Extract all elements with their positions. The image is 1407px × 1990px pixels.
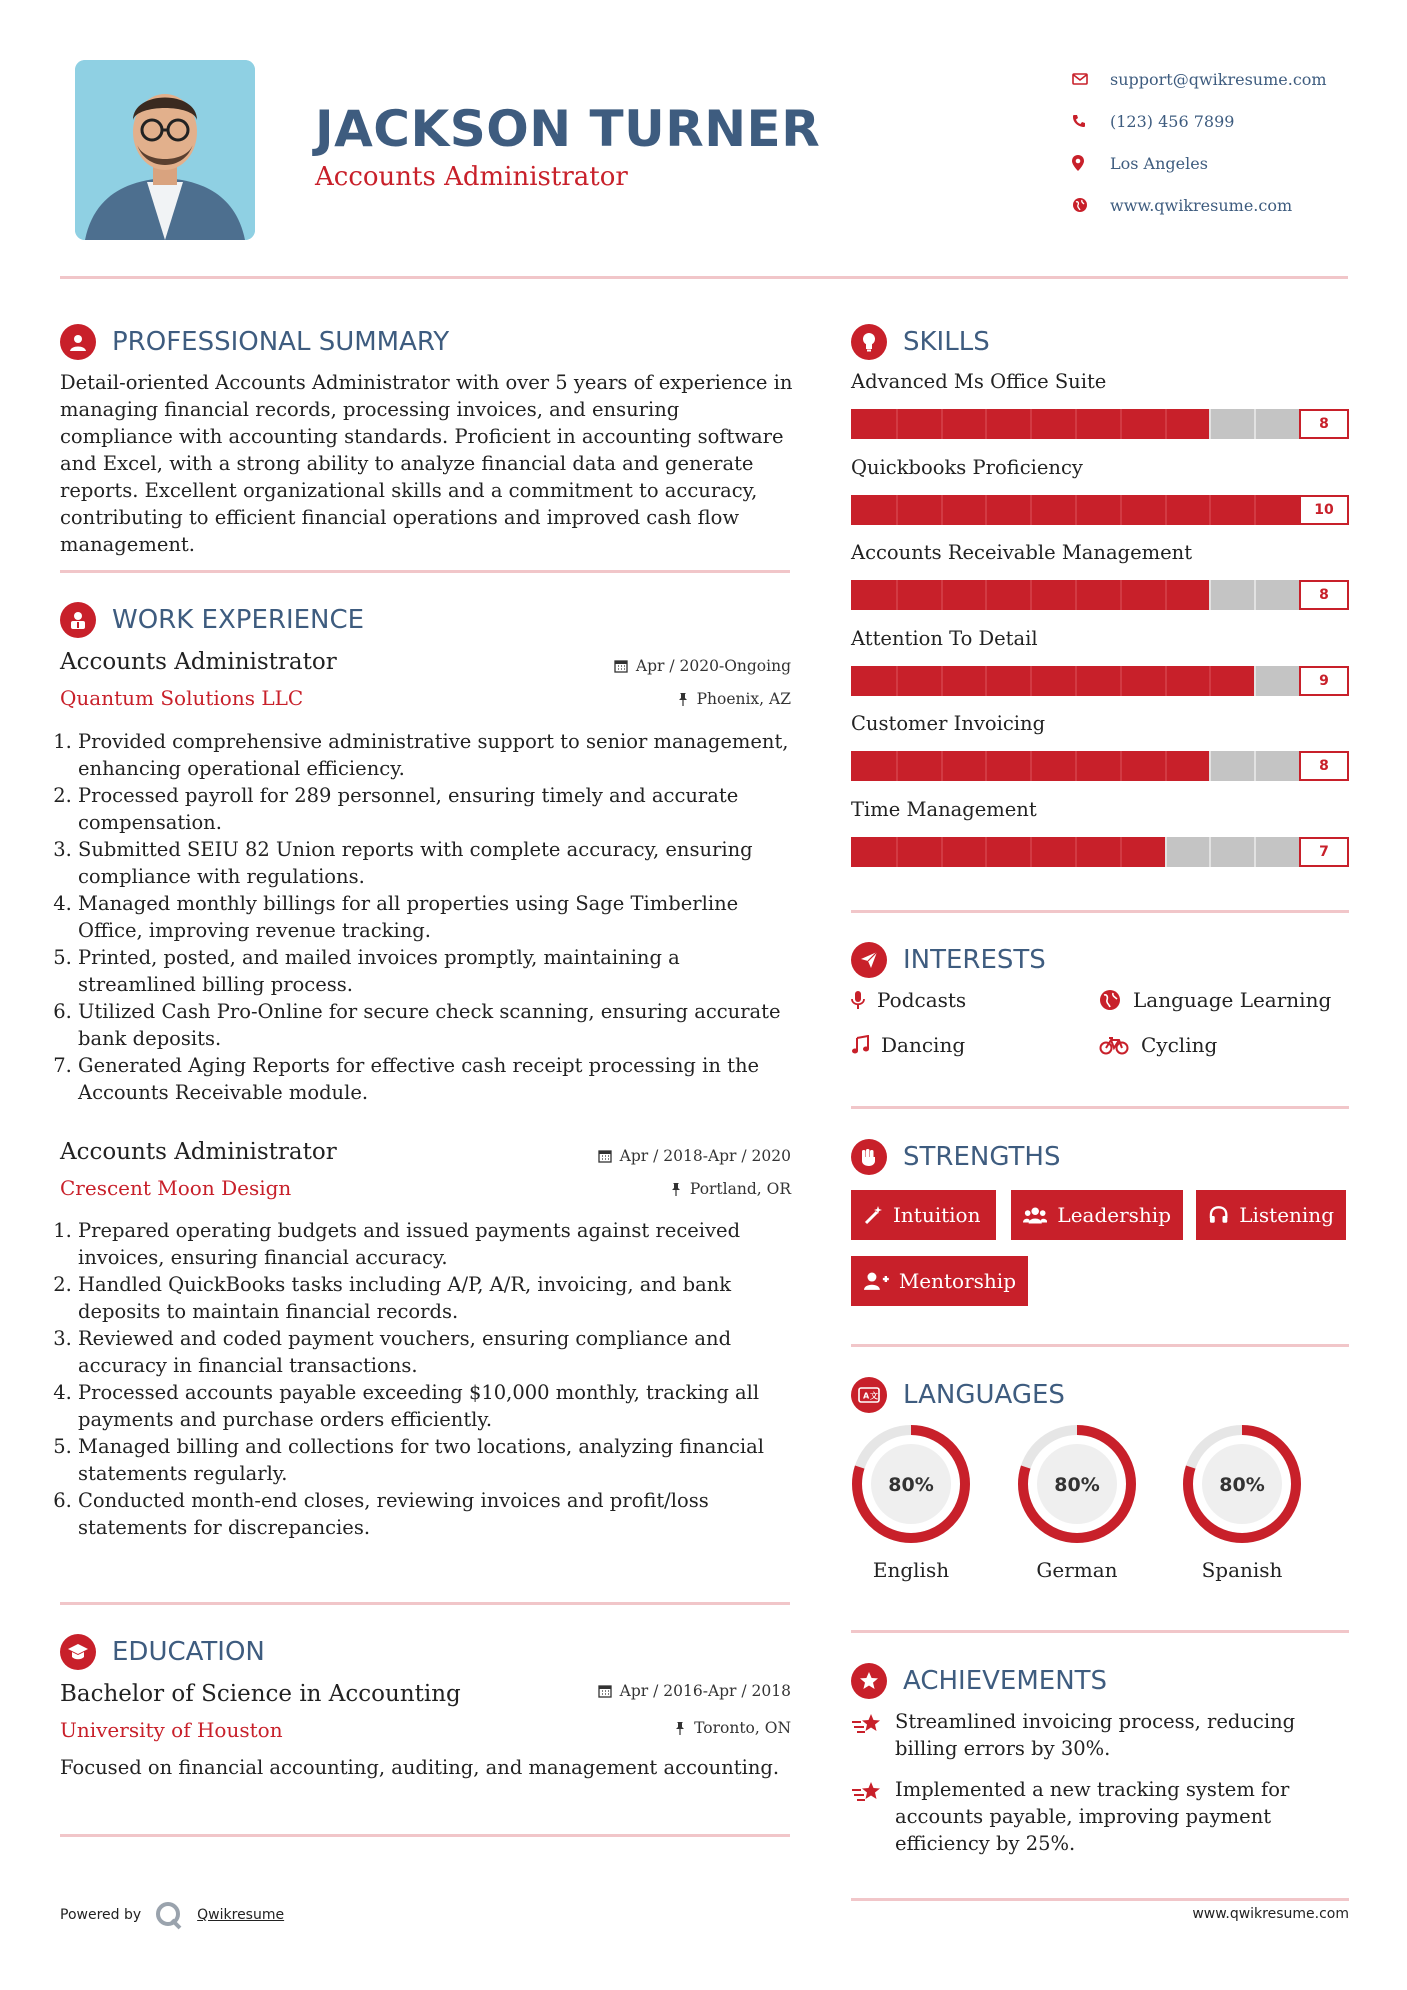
experience-heading	[60, 602, 364, 638]
list-item: 1. Prepared operating budgets and issued payments against received invoices, ensuring financial accuracy.	[78, 1217, 795, 1271]
interests-title: INTERESTS	[903, 945, 1046, 975]
skill-name: Time Management	[851, 797, 1037, 821]
skill-bar-segment	[896, 666, 898, 696]
list-item: 7. Generated Aging Reports for effective cash receipt processing in the Accounts Receivable module.	[78, 1052, 795, 1106]
list-item: 6. Utilized Cash Pro-Online for secure check scanning, ensuring accurate bank deposits.	[78, 998, 795, 1052]
paper-plane-icon	[851, 942, 887, 978]
list-item: 1. Provided comprehensive administrative support to senior management, enhancing operational efficiency.	[78, 728, 795, 782]
language-percent: 80%	[888, 1474, 934, 1496]
education-location	[674, 1719, 791, 1737]
skill-level: 9	[1299, 666, 1349, 696]
skill-bar-segment	[1209, 580, 1211, 610]
skill-bar-segment	[1030, 495, 1032, 525]
skill-bar-segment	[1075, 751, 1077, 781]
header-divider	[60, 276, 1348, 279]
footer-website[interactable]: www.qwikresume.com	[1192, 1906, 1349, 1922]
skill-bar-segment	[1120, 666, 1122, 696]
skill-bar-segment	[1075, 666, 1077, 696]
achievement-item	[851, 1776, 1321, 1857]
skill-bar-segment	[1165, 409, 1167, 439]
skill-bar-segment	[1075, 837, 1077, 867]
strengths-title: STRENGTHS	[903, 1142, 1061, 1172]
job-title: Accounts Administrator	[60, 1139, 337, 1165]
skill-bar	[851, 751, 1349, 781]
contact-website[interactable]	[1072, 184, 1372, 226]
list-item: 2. Processed payroll for 289 personnel, ensuring timely and accurate compensation.	[78, 782, 795, 836]
job-dates	[614, 657, 791, 675]
experience-divider	[60, 1602, 790, 1605]
fist-icon	[851, 1139, 887, 1175]
interest-language-learning	[1099, 988, 1331, 1012]
user-icon	[60, 324, 96, 360]
skill-bar	[851, 580, 1349, 610]
job-dates	[598, 1147, 791, 1165]
headphones-icon	[1208, 1205, 1229, 1225]
education-description: Focused on financial accounting, auditing, and management accounting.	[60, 1756, 780, 1779]
strength-label: Mentorship	[898, 1269, 1016, 1293]
pushpin-icon	[674, 1721, 686, 1735]
summary-divider	[60, 570, 790, 573]
skill-bar-segment	[1030, 580, 1032, 610]
skill-bar-segment	[1254, 666, 1256, 696]
interest-label: Dancing	[881, 1033, 966, 1057]
skill-bar-segment	[1075, 495, 1077, 525]
skills-title: SKILLS	[903, 327, 990, 357]
skill-bar-segment	[941, 666, 943, 696]
skill-bar-segment	[1254, 751, 1256, 781]
interest-cycling	[1099, 1033, 1217, 1057]
job-location-text: Portland, OR	[689, 1180, 791, 1198]
skill-bar-segment	[1254, 409, 1256, 439]
calendar-icon	[614, 659, 628, 673]
list-item: 5. Printed, posted, and mailed invoices promptly, maintaining a streamlined billing process.	[78, 944, 795, 998]
contact-location	[1072, 142, 1372, 184]
skill-bar-segment	[1120, 580, 1122, 610]
user-plus-icon	[863, 1271, 889, 1291]
shooting-star-icon	[851, 1776, 895, 1857]
contact-email-text: support@qwikresume.com	[1110, 69, 1327, 89]
skill-bar	[851, 837, 1349, 867]
list-item: 3. Submitted SEIU 82 Union reports with complete accuracy, ensuring compliance with regulations.	[78, 836, 795, 890]
candidate-name: JACKSON TURNER	[315, 100, 821, 158]
skill-bar-segment	[896, 409, 898, 439]
skill-bar-segment	[1209, 495, 1211, 525]
skill-bar-segment	[941, 580, 943, 610]
job-title: Accounts Administrator	[60, 649, 337, 675]
skill-name: Accounts Receivable Management	[851, 541, 1193, 564]
users-icon	[1023, 1205, 1047, 1225]
globe-icon	[1072, 197, 1110, 213]
skill-bar-segment	[985, 409, 987, 439]
education-dates-text: Apr / 2016-Apr / 2018	[619, 1682, 791, 1700]
achievements-title: ACHIEVEMENTS	[903, 1666, 1108, 1696]
skill-bar-segment	[1120, 751, 1122, 781]
strengths-divider	[851, 1344, 1349, 1347]
powered-by	[60, 1900, 284, 1930]
skill-bar-segment	[1209, 409, 1211, 439]
skill-bar-segment	[1120, 495, 1122, 525]
skill-bar-segment	[985, 495, 987, 525]
job-dates-text: Apr / 2020-Ongoing	[635, 657, 791, 675]
skill-bar-segment	[1030, 751, 1032, 781]
skill-bar	[851, 409, 1349, 439]
job-location	[670, 1180, 791, 1198]
contact-email[interactable]	[1072, 58, 1372, 100]
language-percent: 80%	[1054, 1474, 1100, 1496]
graduation-cap-icon	[60, 1634, 96, 1670]
skill-bar-segment	[896, 580, 898, 610]
skill-name: Customer Invoicing	[851, 712, 1046, 735]
interest-dancing	[851, 1033, 965, 1057]
languages-title: LANGUAGES	[903, 1380, 1065, 1410]
powered-by-label: Powered by	[60, 1907, 142, 1923]
interests-heading	[851, 942, 1046, 978]
language-percent: 80%	[1219, 1474, 1265, 1496]
skills-heading	[851, 324, 990, 360]
skill-name: Quickbooks Proficiency	[851, 455, 1083, 479]
calendar-icon	[598, 1149, 612, 1163]
strength-label: Intuition	[893, 1203, 981, 1227]
education-divider	[60, 1834, 790, 1837]
skill-bar-segment	[1254, 580, 1256, 610]
strength-label: Leadership	[1057, 1203, 1171, 1227]
briefcase-icon	[60, 602, 96, 638]
list-item: 4. Processed accounts payable exceeding $10,000 monthly, tracking all payments and purchase orders efficiently.	[78, 1379, 795, 1433]
skill-bar-segment	[985, 666, 987, 696]
skill-bar-segment	[985, 580, 987, 610]
magic-wand-icon	[863, 1205, 883, 1225]
skill-bar-segment	[896, 495, 898, 525]
job-duties-list	[60, 728, 795, 1106]
contact-website-text: www.qwikresume.com	[1110, 195, 1293, 215]
list-item: 5. Managed billing and collections for two locations, analyzing financial statements regularly.	[78, 1433, 795, 1487]
skill-bar	[851, 666, 1349, 696]
skill-level: 8	[1299, 751, 1349, 781]
profile-photo	[75, 60, 255, 240]
bicycle-icon	[1099, 1035, 1129, 1055]
qwikresume-link[interactable]: Qwikresume	[197, 1907, 285, 1923]
summary-heading	[60, 324, 449, 360]
skill-bar	[851, 495, 1349, 525]
skill-level: 8	[1299, 580, 1349, 610]
strengths-heading	[851, 1139, 1061, 1175]
envelope-icon	[1072, 73, 1110, 85]
skill-bar-segment	[1254, 837, 1256, 867]
microphone-icon	[851, 990, 865, 1010]
degree-title: Bachelor of Science in Accounting	[60, 1681, 461, 1707]
skill-bar-segment	[1030, 409, 1032, 439]
skill-bar-fill	[851, 666, 1254, 696]
qwikresume-logo-icon	[153, 1900, 187, 1930]
contact-phone[interactable]	[1072, 100, 1372, 142]
skill-bar-segment	[896, 751, 898, 781]
language-ring	[849, 1422, 973, 1546]
job-duties-list	[60, 1217, 795, 1541]
strength-leadership	[1011, 1190, 1183, 1240]
list-item: 6. Conducted month-end closes, reviewing invoices and profit/loss statements for discrepancies.	[78, 1487, 795, 1541]
language-name: English	[872, 1558, 950, 1582]
job-company: Crescent Moon Design	[60, 1176, 292, 1200]
interest-label: Podcasts	[877, 988, 967, 1012]
skill-bar-segment	[941, 495, 943, 525]
contact-phone-text: (123) 456 7899	[1110, 111, 1235, 131]
interests-divider	[851, 1106, 1349, 1109]
languages-heading	[851, 1377, 1065, 1413]
candidate-role: Accounts Administrator	[315, 162, 628, 192]
skill-bar-segment	[1165, 495, 1167, 525]
skill-bar-segment	[985, 837, 987, 867]
skill-bar-segment	[1075, 409, 1077, 439]
skill-bar-segment	[1254, 495, 1256, 525]
skill-bar-segment	[1075, 580, 1077, 610]
job-company: Quantum Solutions LLC	[60, 686, 304, 710]
skill-level: 10	[1299, 495, 1349, 525]
pushpin-icon	[670, 1182, 682, 1196]
summary-title: PROFESSIONAL SUMMARY	[112, 327, 450, 357]
music-note-icon	[851, 1035, 869, 1055]
skill-bar-segment	[1209, 751, 1211, 781]
skill-bar-segment	[1209, 666, 1211, 696]
list-item: 2. Handled QuickBooks tasks including A/P, A/R, invoicing, and bank deposits to maintain financial records.	[78, 1271, 795, 1325]
skill-name: Advanced Ms Office Suite	[851, 370, 1107, 393]
interest-podcasts	[851, 988, 966, 1012]
language-name: German	[1036, 1558, 1118, 1582]
job-dates-text: Apr / 2018-Apr / 2020	[619, 1147, 791, 1165]
education-location-text: Toronto, ON	[694, 1719, 791, 1737]
skill-bar-segment	[896, 837, 898, 867]
skill-level: 7	[1299, 837, 1349, 867]
skill-bar-fill	[851, 837, 1165, 867]
skill-bar-segment	[1165, 666, 1167, 696]
job-location-text: Phoenix, AZ	[696, 690, 791, 708]
achievements-divider	[851, 1898, 1349, 1901]
skill-bar-segment	[1165, 580, 1167, 610]
strength-listening	[1196, 1190, 1346, 1240]
svg-text:A: A	[863, 1391, 870, 1401]
languages-divider	[851, 1630, 1349, 1633]
skill-name: Attention To Detail	[851, 626, 1038, 650]
svg-text:文: 文	[870, 1391, 878, 1401]
map-pin-icon	[1072, 155, 1110, 171]
list-item: 4. Managed monthly billings for all properties using Sage Timberline Office, improving revenue tracking.	[78, 890, 795, 944]
skill-bar-segment	[1165, 837, 1167, 867]
contact-info	[1072, 58, 1372, 226]
skill-bar-segment	[941, 409, 943, 439]
lightbulb-icon	[851, 324, 887, 360]
skill-level: 8	[1299, 409, 1349, 439]
achievements-heading	[851, 1663, 1107, 1699]
school-name: University of Houston	[60, 1718, 283, 1742]
education-heading	[60, 1634, 265, 1670]
skill-bar-segment	[1165, 751, 1167, 781]
skill-bar-segment	[1209, 837, 1211, 867]
skill-bar-segment	[1120, 409, 1122, 439]
strength-label: Listening	[1239, 1203, 1334, 1227]
achievement-text: Streamlined invoicing process, reducing billing errors by 30%.	[895, 1710, 1296, 1760]
strength-mentorship	[851, 1256, 1028, 1306]
skill-bar-segment	[985, 751, 987, 781]
translate-icon	[851, 1377, 887, 1413]
skill-bar-segment	[941, 751, 943, 781]
language-ring	[1015, 1422, 1139, 1546]
interest-label: Cycling	[1141, 1033, 1218, 1057]
job-location	[677, 690, 791, 708]
education-dates	[598, 1682, 791, 1700]
interest-label: Language Learning	[1133, 988, 1332, 1012]
summary-text: Detail-oriented Accounts Administrator with over 5 years of experience in managing financial records, processing invoices, and ensuring compliance with accounting standards. Proficient in accounting software and Excel, with a strong ability to analyze financial data and generate reports. Excellent organizational skills and a commitment to accuracy, contributing to efficient financial operations and improved cash flow management.	[60, 371, 793, 556]
shooting-star-icon	[851, 1708, 895, 1762]
star-badge-icon	[851, 1663, 887, 1699]
skill-bar-segment	[941, 837, 943, 867]
achievement-text: Implemented a new tracking system for accounts payable, improving payment efficiency by 25%.	[895, 1778, 1290, 1855]
calendar-icon	[598, 1684, 612, 1698]
achievement-item	[851, 1708, 1321, 1762]
education-title: EDUCATION	[112, 1637, 265, 1667]
language-name: Spanish	[1201, 1558, 1283, 1582]
experience-title: WORK EXPERIENCE	[112, 605, 365, 635]
language-ring	[1180, 1422, 1304, 1546]
skill-bar-segment	[1030, 666, 1032, 696]
strength-intuition	[851, 1190, 996, 1240]
pushpin-icon	[677, 692, 689, 706]
skill-bar-segment	[1120, 837, 1122, 867]
phone-icon	[1072, 114, 1110, 128]
skill-bar-segment	[1030, 837, 1032, 867]
contact-location-text: Los Angeles	[1110, 153, 1208, 173]
list-item: 3. Reviewed and coded payment vouchers, ensuring compliance and accuracy in financial transactions.	[78, 1325, 795, 1379]
globe-icon	[1099, 989, 1121, 1011]
skills-divider	[851, 910, 1349, 913]
